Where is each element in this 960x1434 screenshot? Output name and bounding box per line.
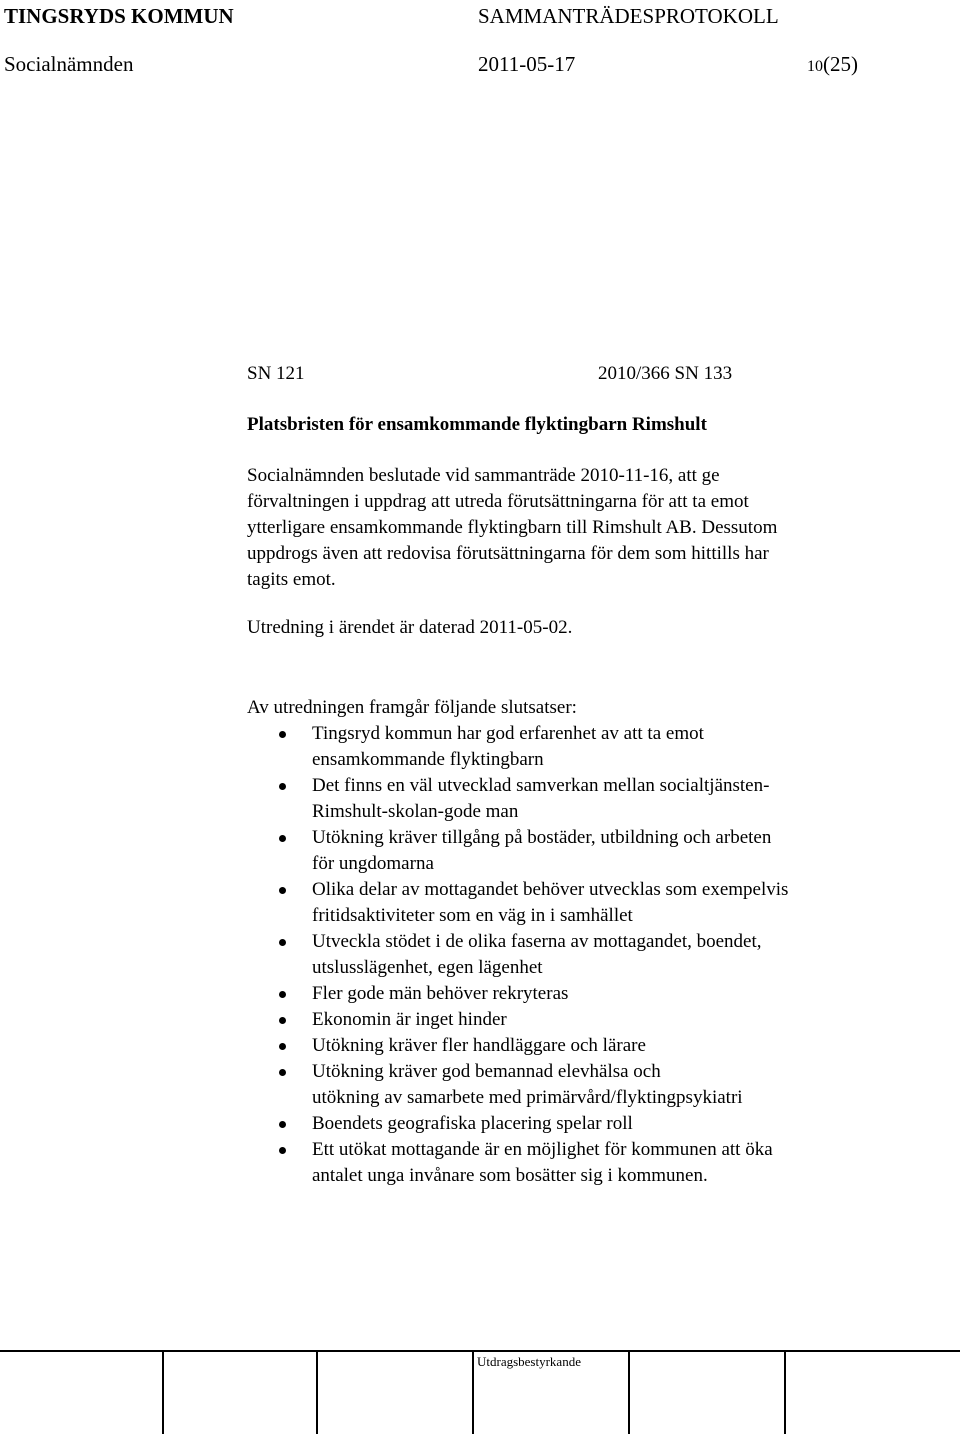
list-item-line: Utveckla stödet i de olika faserna av mottagandet, boendet, bbox=[312, 931, 762, 952]
bullet-icon bbox=[279, 835, 286, 842]
list-item bbox=[247, 929, 887, 981]
list-item-line: Det finns en väl utvecklad samverkan mellan socialtjänsten- bbox=[312, 775, 770, 796]
paragraph-line: Socialnämnden beslutade vid sammanträde 2010-11-16, att ge bbox=[247, 465, 720, 486]
page-current: 10 bbox=[807, 58, 823, 75]
list-item-line: Fler gode män behöver rekryteras bbox=[312, 983, 569, 1004]
footer-divider bbox=[162, 1350, 164, 1434]
list-item bbox=[247, 1137, 887, 1189]
list-item-line: för ungdomarna bbox=[312, 853, 434, 874]
list-item-line: Ekonomin är inget hinder bbox=[312, 1009, 507, 1030]
list-item-line: fritidsaktiviteter som en väg in i samhället bbox=[312, 905, 633, 926]
list-item bbox=[247, 773, 887, 825]
list-item-line: Tingsryd kommun har god erfarenhet av att ta emot bbox=[312, 723, 704, 744]
document-type: SAMMANTRÄDESPROTOKOLL bbox=[478, 4, 779, 28]
list-item-line: Boendets geografiska placering spelar roll bbox=[312, 1113, 633, 1134]
footer-top-rule bbox=[0, 1350, 960, 1352]
list-item-line: Ett utökat mottagande är en möjlighet för kommunen att öka bbox=[312, 1139, 773, 1160]
footer-divider bbox=[472, 1350, 474, 1434]
list-item-line: utslusslägenhet, egen lägenhet bbox=[312, 957, 543, 978]
bullet-icon bbox=[279, 991, 286, 998]
list-item bbox=[247, 825, 887, 877]
list-item bbox=[247, 1059, 887, 1111]
meeting-date: 2011-05-17 bbox=[478, 52, 576, 76]
list-item-line: Utökning kräver tillgång på bostäder, utbildning och arbeten bbox=[312, 827, 772, 848]
diary-number: 2010/366 SN 133 bbox=[598, 363, 733, 384]
bullet-icon bbox=[279, 887, 286, 894]
footer-divider bbox=[316, 1350, 318, 1434]
list-item-line: ensamkommande flyktingbarn bbox=[312, 749, 544, 770]
list-item-line: Olika delar av mottagandet behöver utvecklas som exempelvis bbox=[312, 879, 789, 900]
conclusions-list bbox=[247, 721, 887, 1189]
list-item-line: Utökning kräver god bemannad elevhälsa och bbox=[312, 1061, 661, 1082]
footer-divider bbox=[628, 1350, 630, 1434]
item-title: Platsbristen för ensamkommande flyktingbarn Rimshult bbox=[247, 414, 707, 435]
paragraph-line: uppdrogs även att redovisa förutsättningarna för dem som hittills har bbox=[247, 543, 769, 564]
footer-divider bbox=[784, 1350, 786, 1434]
item-reference-row bbox=[247, 361, 887, 387]
conclusions-intro: Av utredningen framgår följande slutsatser: bbox=[247, 697, 577, 718]
list-item bbox=[247, 1007, 887, 1033]
paragraph-line: ytterligare ensamkommande flyktingbarn till Rimshult AB. Dessutom bbox=[247, 517, 778, 538]
paragraph-line: förvaltningen i uppdrag att utreda förutsättningarna för att ta emot bbox=[247, 491, 749, 512]
background-paragraph bbox=[247, 463, 887, 593]
list-item bbox=[247, 1111, 887, 1137]
bullet-icon bbox=[279, 1147, 286, 1154]
list-item bbox=[247, 721, 887, 773]
list-item-line: Rimshult-skolan-gode man bbox=[312, 801, 519, 822]
list-item-line: antalet unga invånare som bosätter sig i kommunen. bbox=[312, 1165, 708, 1186]
item-number: SN 121 bbox=[247, 363, 305, 384]
paragraph-line: tagits emot. bbox=[247, 569, 336, 590]
bullet-icon bbox=[279, 783, 286, 790]
bullet-icon bbox=[279, 939, 286, 946]
bullet-icon bbox=[279, 1069, 286, 1076]
list-item bbox=[247, 1033, 887, 1059]
committee-name: Socialnämnden bbox=[4, 52, 134, 76]
page-number bbox=[807, 54, 858, 75]
investigation-date-paragraph: Utredning i ärendet är daterad 2011-05-02. bbox=[247, 617, 573, 638]
list-item bbox=[247, 981, 887, 1007]
bullet-icon bbox=[279, 1121, 286, 1128]
bullet-icon bbox=[279, 731, 286, 738]
bullet-icon bbox=[279, 1017, 286, 1024]
bullet-icon bbox=[279, 1043, 286, 1050]
municipality-name: TINGSRYDS KOMMUN bbox=[4, 4, 234, 28]
list-item-line: Utökning kräver fler handläggare och lärare bbox=[312, 1035, 646, 1056]
agenda-item bbox=[247, 361, 887, 1189]
certified-extract-label: Utdragsbestyrkande bbox=[477, 1354, 581, 1369]
page-total: (25) bbox=[823, 52, 858, 76]
list-item-line: utökning av samarbete med primärvård/flyktingpsykiatri bbox=[312, 1087, 743, 1108]
list-item bbox=[247, 877, 887, 929]
